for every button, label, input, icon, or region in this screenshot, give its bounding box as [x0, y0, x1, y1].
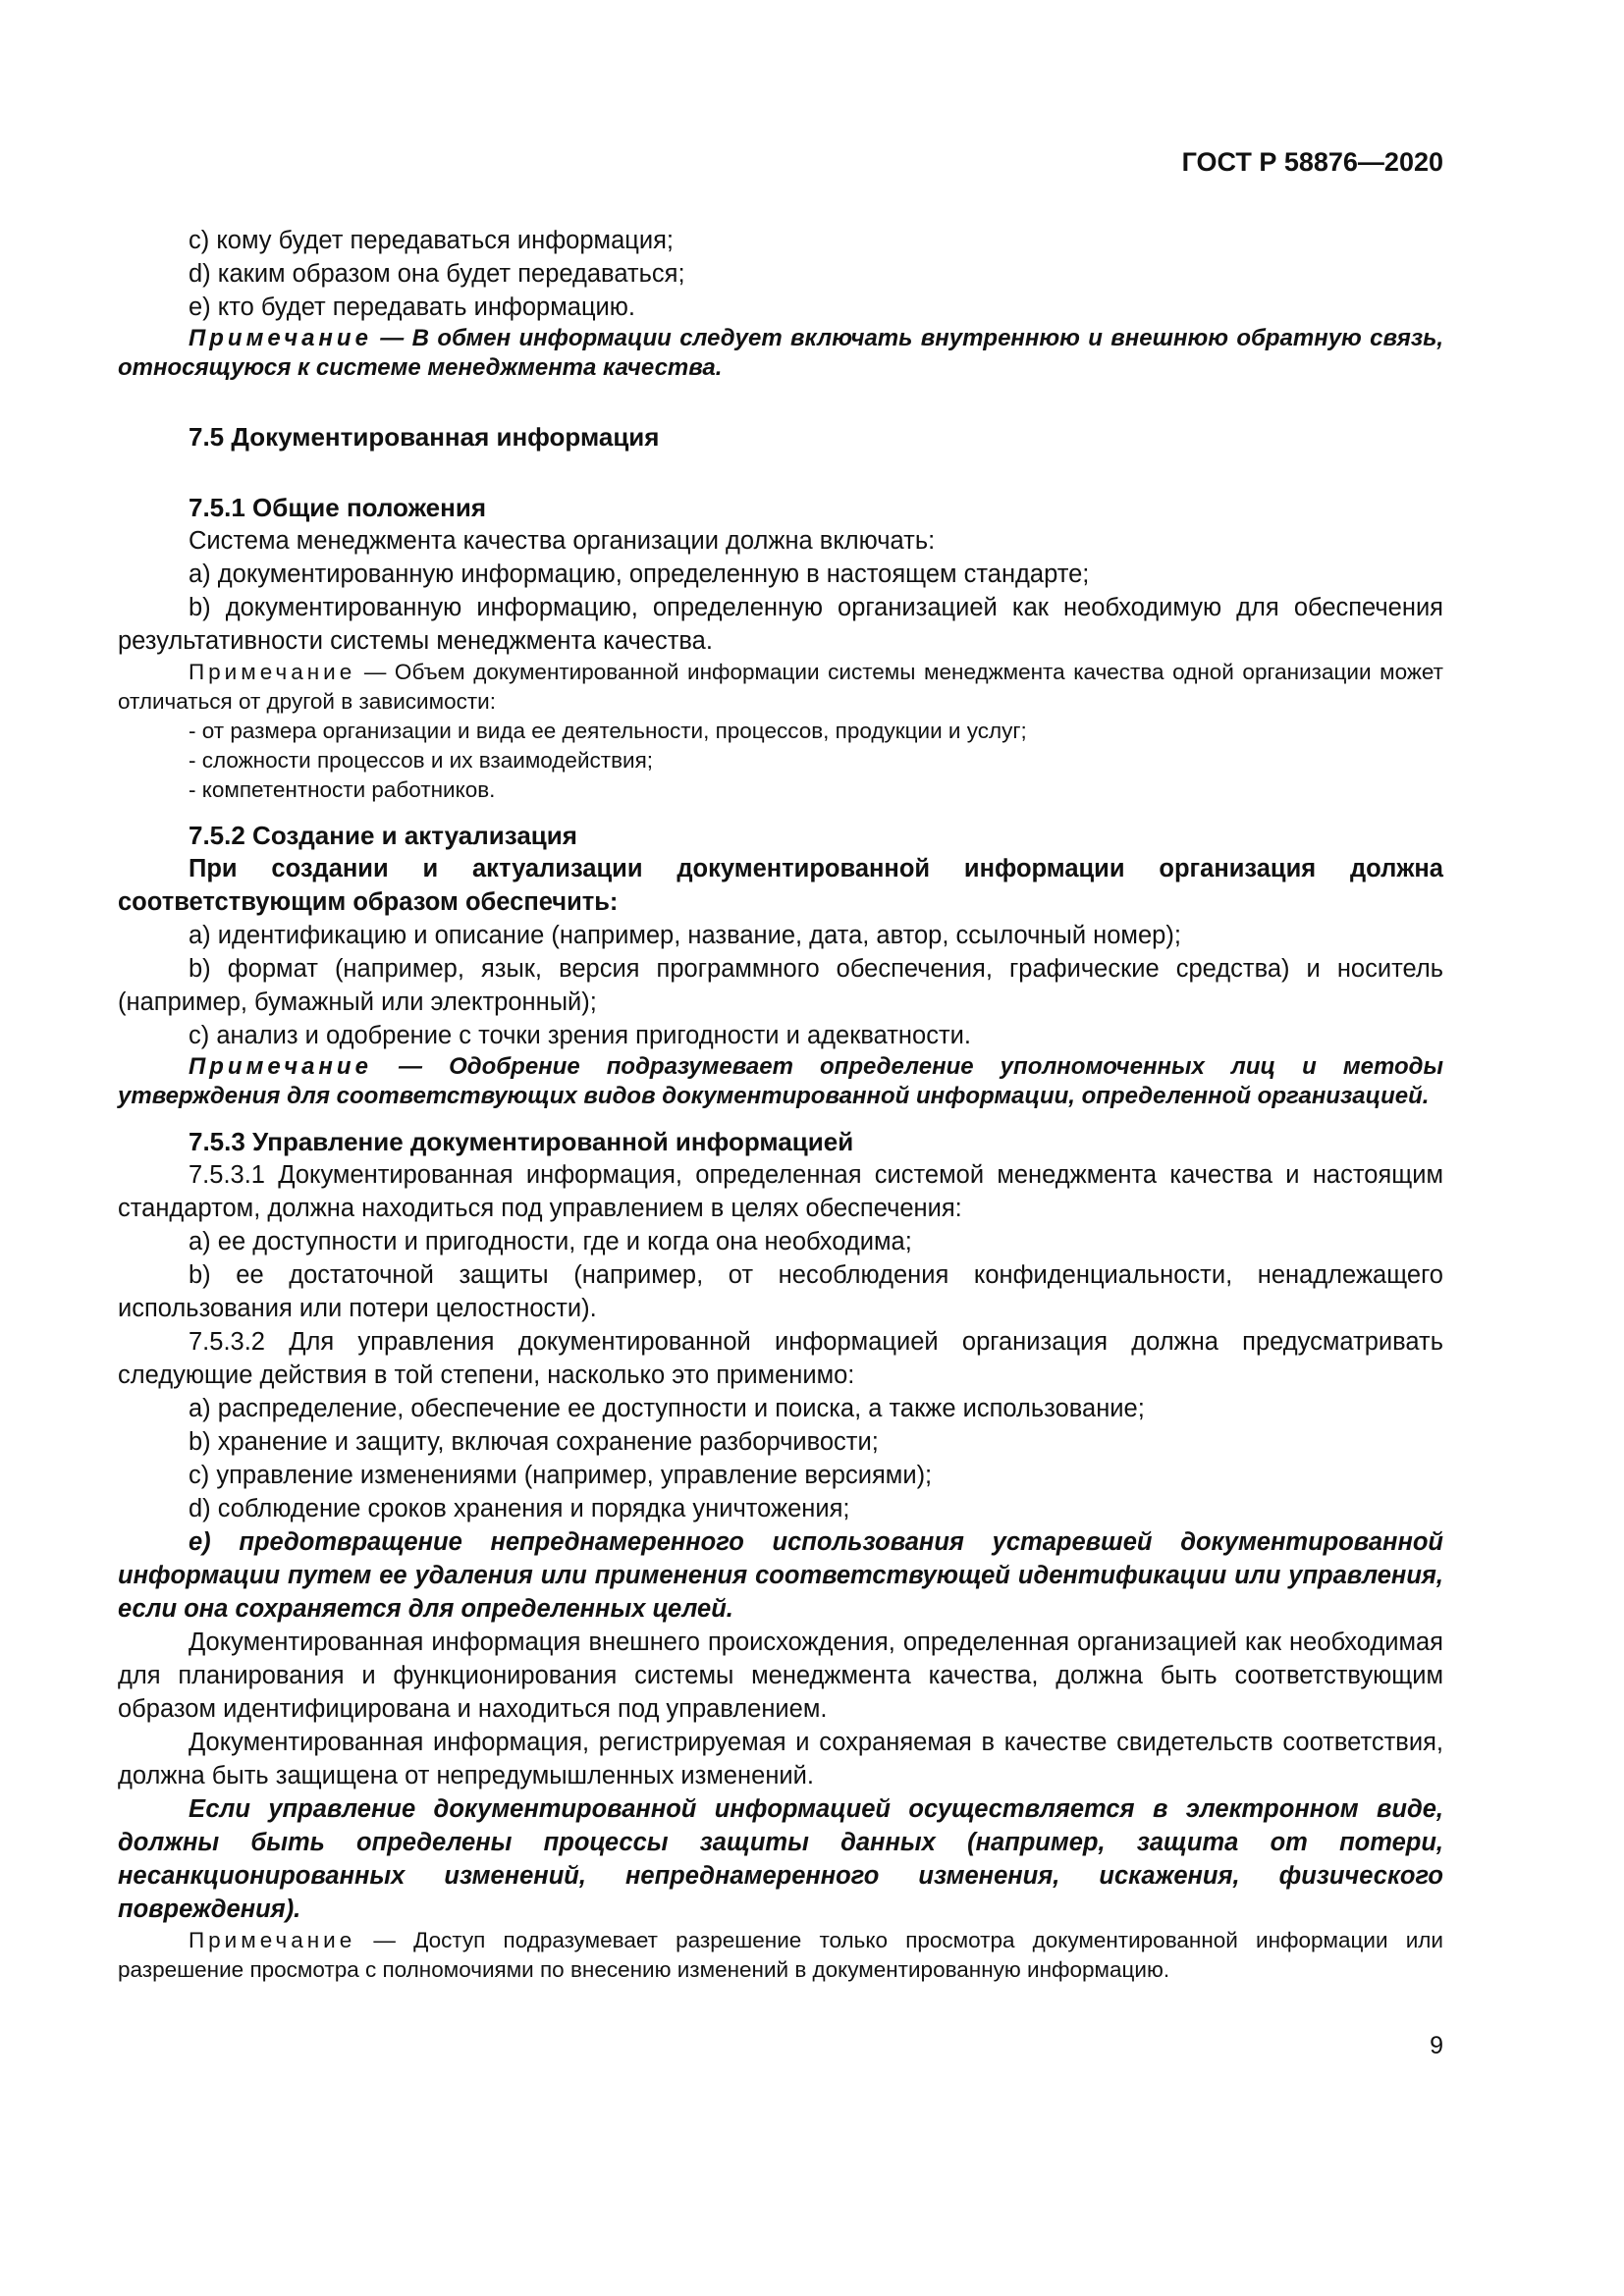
list-item-e: e) кто будет передавать информацию. [189, 294, 636, 321]
note-label: Примечание [189, 1928, 356, 1952]
note-label: Примечание [189, 660, 356, 684]
note-volume [118, 658, 1443, 717]
list-item-c: c) кому будет передаваться информация; [189, 227, 675, 254]
note-access [118, 1926, 1443, 1985]
list-item-c: c) анализ и одобрение с точки зрения пригодности и адекватности. [189, 1022, 971, 1049]
note-text: — Одобрение подразумевает определение уполномоченных лиц и методы утверждения для соответствующих видов документированной информации, определенной организацией. [118, 1053, 1443, 1109]
note-text: — В обмен информации следует включать внутреннюю и внешнюю обратную связь, относящуюся к системе менеджмента качества. [118, 325, 1443, 381]
section-heading-7-5-2: 7.5.2 Создание и актуализация [189, 821, 577, 850]
note-list-item: - компетентности работников. [189, 777, 496, 802]
section-heading-7-5-1: 7.5.1 Общие положения [189, 493, 486, 522]
paragraph-intro: Система менеджмента качества организации должна включать: [189, 527, 936, 555]
list-item-b: b) формат (например, язык, версия программного обеспечения, графические средства) и носитель (например, бумажный или электронный); [118, 955, 1443, 1016]
paragraph-7-5-3-2: 7.5.3.2 Для управления документированной информацией организация должна предусматривать следующие действия в той степени, насколько это применимо: [118, 1328, 1443, 1389]
list-item-b: b) документированную информацию, определенную организацией как необходимую для обеспечения результативности системы менеджмента качества. [118, 594, 1443, 655]
list-item-e-bold-italic: e) предотвращение непреднамеренного использования устаревшей документированной информации путем ее удаления или применения соответствующей идентификации или управления, если она сохраняется для определенных целей. [118, 1528, 1443, 1623]
note-communication [118, 324, 1443, 383]
standard-code-header: ГОСТ Р 58876—2020 [1181, 147, 1443, 177]
list-item-a: a) идентификацию и описание (например, название, дата, автор, ссылочный номер); [189, 922, 1181, 949]
list-item-c: c) управление изменениями (например, управление версиями); [189, 1462, 933, 1489]
page-number: 9 [1430, 2032, 1443, 2059]
list-item-a: a) ее доступности и пригодности, где и когда она необходима; [189, 1228, 912, 1255]
note-list-item: - сложности процессов и их взаимодействия; [189, 748, 654, 773]
note-label: Примечание [189, 325, 372, 351]
note-text: — Доступ подразумевает разрешение только просмотра документированной информации или разрешение просмотра с полномочиями по внесению изменений в документированную информацию. [118, 1928, 1443, 1982]
note-label: Примечание [189, 1053, 372, 1080]
page-body [118, 224, 1443, 1985]
list-item-d: d) каким образом она будет передаваться; [189, 260, 685, 288]
list-item-d: d) соблюдение сроков хранения и порядка уничтожения; [189, 1495, 850, 1522]
paragraph-electronic-bold-italic: Если управление документированной информацией осуществляется в электронном виде, должны быть определены процессы защиты данных (например, защита от потери, несанкционированных изменений, непреднамеренного изменения, искажения, физического повреждения). [118, 1795, 1443, 1923]
section-heading-7-5-3: 7.5.3 Управление документированной информацией [189, 1127, 854, 1156]
note-list-item: - от размера организации и вида ее деятельности, процессов, продукции и услуг; [189, 719, 1027, 743]
list-item-b: b) ее достаточной защиты (например, от несоблюдения конфиденциальности, ненадлежащего использования или потери целостности). [118, 1261, 1443, 1322]
list-item-b: b) хранение и защиту, включая сохранение разборчивости; [189, 1428, 879, 1456]
paragraph-intro-bold: При создании и актуализации документированной информации организация должна соответствующим образом обеспечить: [118, 855, 1443, 916]
section-heading-7-5: 7.5 Документированная информация [189, 422, 660, 452]
paragraph-evidence: Документированная информация, регистрируемая и сохраняемая в качестве свидетельств соответствия, должна быть защищена от непредумышленных изменений. [118, 1729, 1443, 1789]
paragraph-7-5-3-1: 7.5.3.1 Документированная информация, определенная системой менеджмента качества и настоящим стандартом, должна находиться под управлением в целях обеспечения: [118, 1161, 1443, 1222]
list-item-a: a) документированную информацию, определенную в настоящем стандарте; [189, 561, 1090, 588]
note-approval [118, 1052, 1443, 1111]
list-item-a: a) распределение, обеспечение ее доступности и поиска, а также использование; [189, 1395, 1145, 1422]
note-text: — Объем документированной информации системы менеджмента качества одной организации может отличаться от другой в зависимости: [118, 660, 1443, 714]
paragraph-external-origin: Документированная информация внешнего происхождения, определенная организацией как необходимая для планирования и функционирования системы менеджмента качества, должна быть соответствующим образом идентифицирована и находиться под управлением. [118, 1629, 1443, 1723]
